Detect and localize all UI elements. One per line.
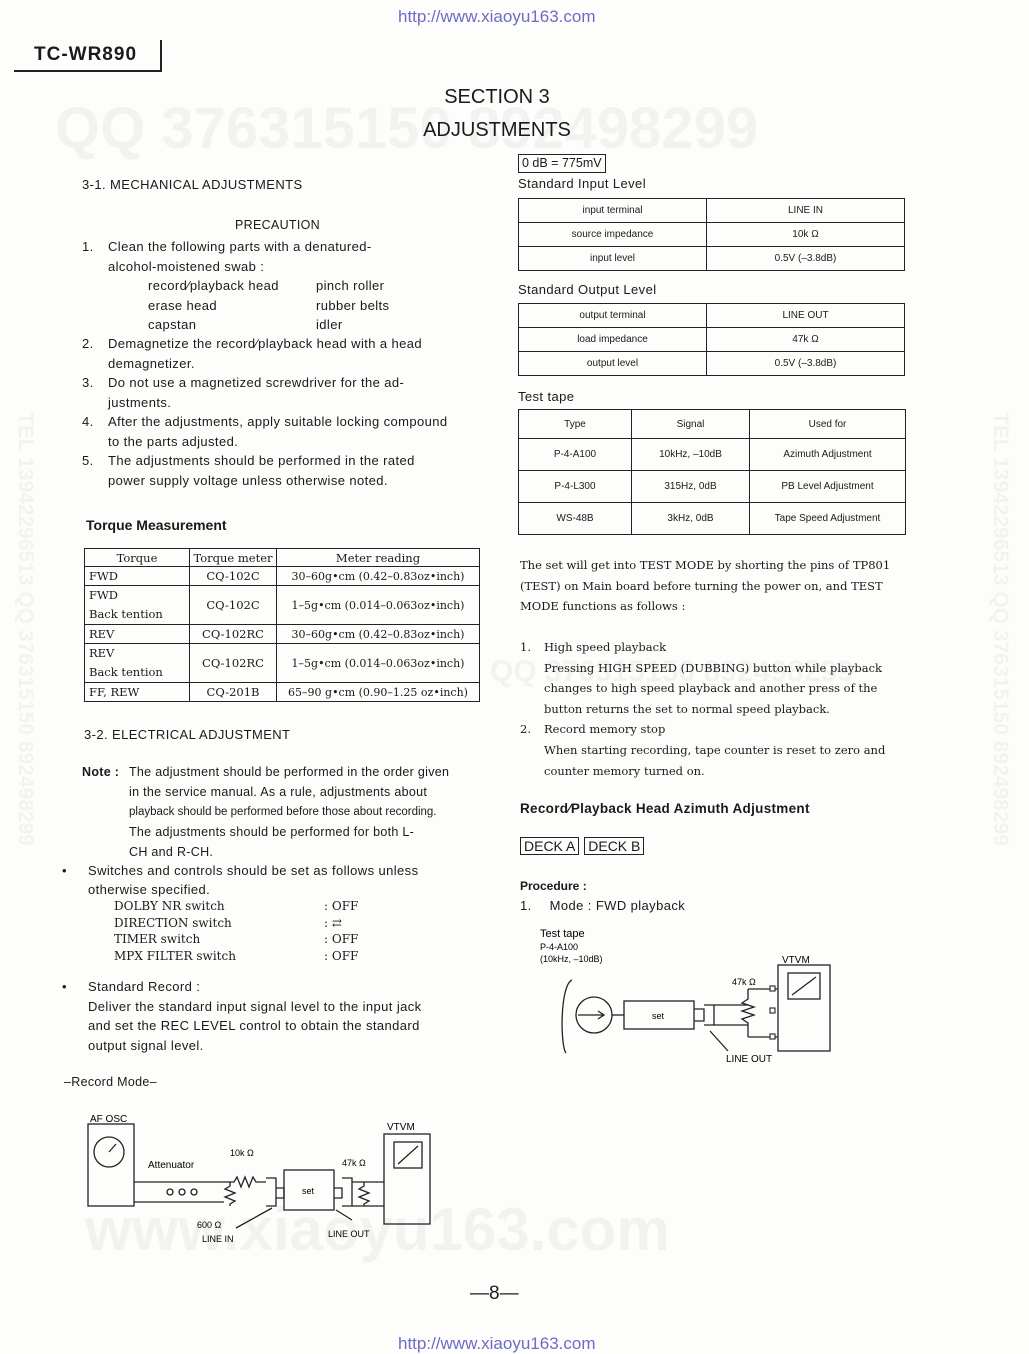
vtvm-box [384, 1134, 430, 1224]
terminal [770, 1008, 775, 1013]
item-line: justments. [108, 394, 172, 410]
switch-value: : OFF [324, 899, 359, 913]
meter-cell: CQ-102RC [190, 644, 277, 683]
af-osc-dial-needle [109, 1144, 116, 1152]
torque-table [84, 548, 480, 702]
line-out-arrow [336, 1210, 352, 1220]
tape-type-label: P-4-A100 [540, 942, 579, 952]
set-label: set [302, 1186, 315, 1196]
model-number: TC-WR890 [14, 40, 162, 72]
test-mode-item-1 [520, 637, 920, 719]
switch-name: DOLBY NR switch [114, 899, 225, 913]
table-row [85, 567, 480, 586]
output-jack [334, 1178, 352, 1206]
parts-row [148, 296, 468, 316]
note-line: playback should be performed before those about recording. [129, 806, 437, 818]
mechanical-heading: 3-1. MECHANICAL ADJUSTMENTS [82, 177, 303, 192]
switches-intro [62, 861, 478, 899]
standard-record [62, 977, 478, 1055]
torque-header: Meter reading [277, 549, 480, 567]
item-text [108, 237, 477, 276]
torque-cell: REV [85, 625, 190, 644]
attenuator-label: Attenuator [148, 1160, 195, 1171]
table-row [85, 644, 480, 683]
param-cell: input level [519, 247, 707, 271]
value-cell: 0.5V (–3.8dB) [707, 352, 905, 376]
vtvm-label: VTVM [782, 955, 810, 966]
precaution-list [82, 237, 477, 497]
input-jack [266, 1178, 284, 1206]
reading-cell: 30–60g•cm (0.42–0.83oz•inch) [277, 567, 480, 586]
resistor-47k [742, 989, 754, 1037]
input-level-table [518, 198, 905, 271]
deck-b-badge: DECK B [584, 837, 644, 855]
intro-line: The set will get into TEST MODE by shorting the pins of TP801 [520, 558, 891, 572]
param-cell: source impedance [519, 223, 707, 247]
test-mode-item-2 [520, 719, 920, 781]
procedure-step [520, 898, 685, 913]
deck-selectors [520, 837, 644, 855]
intro-line: otherwise specified. [88, 882, 211, 897]
value-cell: 10k Ω [707, 223, 905, 247]
record-mode-diagram [84, 1110, 444, 1250]
vtvm-needle [398, 1146, 418, 1164]
item-line: When starting recording, tape counter is reset to zero and [544, 742, 886, 757]
item-line: Do not use a magnetized screwdriver for the ad- [108, 375, 405, 390]
test-tape-title: Test tape [518, 389, 575, 404]
electrical-heading: 3-2. ELECTRICAL ADJUSTMENT [84, 727, 291, 742]
torque-cell: REV Back tention [85, 644, 190, 683]
test-mode-list [520, 637, 920, 781]
tape-use: Tape Speed Adjustment [750, 503, 906, 535]
item-title: High speed playback [544, 640, 667, 654]
item-line: The adjustments should be performed in the rated [108, 453, 415, 468]
intro-line: MODE functions as follows : [520, 599, 686, 613]
tape-type: WS-48B [519, 503, 632, 535]
tape-header: Signal [632, 410, 750, 439]
part-name: rubber belts [316, 297, 390, 313]
parts-row [148, 276, 468, 296]
item-line: counter memory turned on. [544, 763, 705, 778]
vtvm-box [778, 965, 830, 1051]
record-line: Standard Record : [88, 979, 201, 994]
tape-header: Type [519, 410, 632, 439]
db-reference: 0 dB = 775mV [518, 154, 606, 173]
switch-value: : OFF [324, 948, 359, 963]
r-600-label: 600 Ω [197, 1220, 222, 1230]
torque-header: Torque [85, 549, 190, 567]
azimuth-heading: Record∕Playback Head Azimuth Adjustment [520, 801, 810, 816]
part-name: capstan [148, 317, 197, 332]
step-number: 1. [520, 898, 532, 913]
output-level-table [518, 303, 905, 376]
note-line: The adjustments should be performed for both L- [129, 825, 415, 839]
item-number: 5. [82, 453, 94, 468]
item-text [544, 719, 920, 781]
output-jack [694, 1005, 714, 1025]
vtvm-label: VTVM [387, 1122, 415, 1133]
attenuator-knob [191, 1189, 197, 1195]
item-number: 2. [82, 336, 94, 351]
switch-name: DIRECTION switch [114, 915, 232, 930]
bullet: • [62, 863, 67, 878]
terminal [770, 1034, 775, 1039]
item-line: alcohol-moistened swab : [108, 258, 265, 274]
reading-cell: 65–90 g•cm (0.90–1.25 oz•inch) [277, 683, 480, 702]
resistor-47k [352, 1182, 369, 1206]
param-cell: input terminal [519, 199, 707, 223]
torque-cell: FWD Back tention [85, 586, 190, 625]
intro-line: (TEST) on Main board before turning the power on, and TEST [520, 578, 883, 593]
attenuator-knob [167, 1189, 173, 1195]
test-tape-table [518, 409, 906, 535]
precaution-item-5 [82, 451, 477, 490]
meter-cell: CQ-102C [190, 586, 277, 625]
switch-row [114, 915, 374, 932]
precaution-item-2 [82, 334, 477, 373]
precaution-item-1 [82, 237, 477, 276]
source-url-top[interactable]: http://www.xiaoyu163.com [398, 7, 596, 26]
line-in-arrow [236, 1208, 272, 1228]
value-cell: 47k Ω [707, 328, 905, 352]
reading-cell: 1–5g•cm (0.014–0.063oz•inch) [277, 644, 480, 683]
terminal [770, 986, 775, 991]
note-line: CH and R-CH. [129, 845, 214, 859]
item-text [108, 412, 477, 451]
value-cell: LINE OUT [707, 304, 905, 328]
attenuator-knob [179, 1189, 185, 1195]
item-text [108, 334, 477, 373]
item-line: Pressing HIGH SPEED (DUBBING) button while playback [544, 660, 882, 675]
watermark-right [988, 412, 1012, 932]
record-line: Deliver the standard input signal level to the input jack [88, 998, 422, 1014]
r-in-label: 10k Ω [230, 1148, 254, 1158]
record-line: output signal level. [88, 1037, 204, 1053]
item-number: 2. [520, 722, 531, 737]
resistor-600 [225, 1182, 235, 1206]
item-number: 3. [82, 375, 94, 390]
playback-diagram [538, 925, 838, 1070]
watermark-left [13, 412, 37, 932]
output-wiring [714, 1005, 748, 1025]
item-line: Clean the following parts with a denatured- [108, 239, 372, 254]
vtvm-needle [792, 977, 816, 995]
line-out-label: LINE OUT [726, 1054, 773, 1065]
precaution-label: PRECAUTION [235, 218, 320, 232]
item-text [108, 451, 477, 490]
resistor-label: 47k Ω [732, 977, 756, 987]
intro-line: Switches and controls should be set as follows unless [88, 863, 419, 878]
param-cell: load impedance [519, 328, 707, 352]
section-label: SECTION 3 [444, 86, 550, 108]
torque-header: Torque meter [190, 549, 277, 567]
page-number: —8— [470, 1283, 519, 1304]
tape-signal: 10kHz, –10dB [632, 439, 750, 471]
item-number: 1. [520, 640, 531, 654]
test-mode-intro [520, 555, 920, 617]
intro-text [88, 861, 478, 899]
deck-a-badge: DECK A [520, 837, 579, 855]
line-in-label: LINE IN [202, 1234, 234, 1244]
step-text: Mode : FWD playback [549, 898, 686, 913]
item-line: After the adjustments, apply suitable locking compound [108, 414, 448, 429]
note-block [82, 762, 478, 862]
table-row [519, 352, 905, 376]
part-name: idler [316, 317, 343, 332]
item-number: 1. [82, 239, 94, 254]
line-out-label: LINE OUT [328, 1229, 370, 1239]
item-text [108, 373, 477, 412]
switch-value: : ⇄ [324, 915, 342, 930]
meter-cell: CQ-102RC [190, 625, 277, 644]
item-number: 4. [82, 414, 94, 429]
param-cell: output level [519, 352, 707, 376]
parts-list [148, 276, 468, 335]
tape-head-arrow [578, 1011, 604, 1019]
reading-cell: 30–60g•cm (0.42–0.83oz•inch) [277, 625, 480, 644]
param-cell: output terminal [519, 304, 707, 328]
meter-cell: CQ-201B [190, 683, 277, 702]
bullet: • [62, 979, 67, 994]
item-line: power supply voltage unless otherwise noted. [108, 472, 388, 488]
value-cell: 0.5V (–3.8dB) [707, 247, 905, 271]
switch-name: MPX FILTER switch [114, 948, 236, 963]
note-line: The adjustment should be performed in the order given [129, 765, 450, 779]
switch-row [114, 931, 374, 948]
table-row [519, 471, 906, 503]
table-row [85, 625, 480, 644]
switch-list [114, 898, 374, 964]
tape-use: Azimuth Adjustment [750, 439, 906, 471]
tape-label: Test tape [540, 928, 585, 940]
af-osc-box [88, 1124, 134, 1206]
tape-use: PB Level Adjustment [750, 471, 906, 503]
item-line: demagnetizer. [108, 355, 195, 371]
tape-type: P-4-L300 [519, 471, 632, 503]
source-url-bottom[interactable]: http://www.xiaoyu163.com [398, 1334, 596, 1353]
switch-row [114, 898, 374, 915]
note-line: in the service manual. As a rule, adjustments about [129, 785, 428, 799]
item-line: changes to high speed playback and another press of the [544, 681, 878, 696]
tape-bracket [562, 980, 572, 1053]
part-name: erase head [148, 297, 218, 313]
r-out-label: 47k Ω [342, 1158, 366, 1168]
torque-cell: FF, REW [85, 683, 190, 702]
tape-header: Used for [750, 410, 906, 439]
record-line: and set the REC LEVEL control to obtain the standard [88, 1018, 420, 1033]
switch-value: : OFF [324, 932, 359, 946]
standard-record-text [88, 977, 478, 1055]
line-out-arrow [710, 1031, 728, 1051]
tape-signal: 3kHz, 0dB [632, 503, 750, 535]
table-row [519, 304, 905, 328]
table-row [519, 503, 906, 535]
torque-heading: Torque Measurement [86, 517, 227, 533]
note-text [129, 762, 478, 862]
switch-row [114, 948, 374, 965]
torque-cell: FWD [85, 567, 190, 586]
table-row [85, 683, 480, 702]
precaution-item-3 [82, 373, 477, 412]
table-row [519, 328, 905, 352]
item-line: to the parts adjusted. [108, 433, 239, 449]
tape-type: P-4-A100 [519, 439, 632, 471]
meter-cell: CQ-102C [190, 567, 277, 586]
input-level-title: Standard Input Level [518, 176, 646, 191]
item-line: Demagnetize the record∕playback head with a head [108, 336, 423, 351]
page-title: ADJUSTMENTS [423, 119, 571, 141]
table-row [519, 199, 905, 223]
parts-row [148, 315, 468, 335]
table-row [85, 586, 480, 625]
item-title: Record memory stop [544, 722, 666, 737]
item-text [544, 637, 920, 719]
note-label: Note : [82, 765, 120, 779]
table-row [519, 439, 906, 471]
tape-signal-label: (10kHz, –10dB) [540, 954, 603, 964]
table-row [519, 247, 905, 271]
set-label: set [652, 1011, 665, 1021]
switch-name: TIMER switch [114, 932, 201, 946]
record-mode-label: –Record Mode– [64, 1075, 157, 1089]
part-name: record∕playback head [148, 278, 279, 293]
item-line: button returns the set to normal speed playback. [544, 701, 830, 716]
reading-cell: 1–5g•cm (0.014–0.063oz•inch) [277, 586, 480, 625]
tape-signal: 315Hz, 0dB [632, 471, 750, 503]
part-name: pinch roller [316, 278, 385, 293]
precaution-item-4 [82, 412, 477, 451]
table-row [519, 223, 905, 247]
af-osc-label: AF OSC [90, 1114, 128, 1125]
procedure-label: Procedure : [520, 879, 587, 893]
value-cell: LINE IN [707, 199, 905, 223]
output-level-title: Standard Output Level [518, 282, 657, 297]
